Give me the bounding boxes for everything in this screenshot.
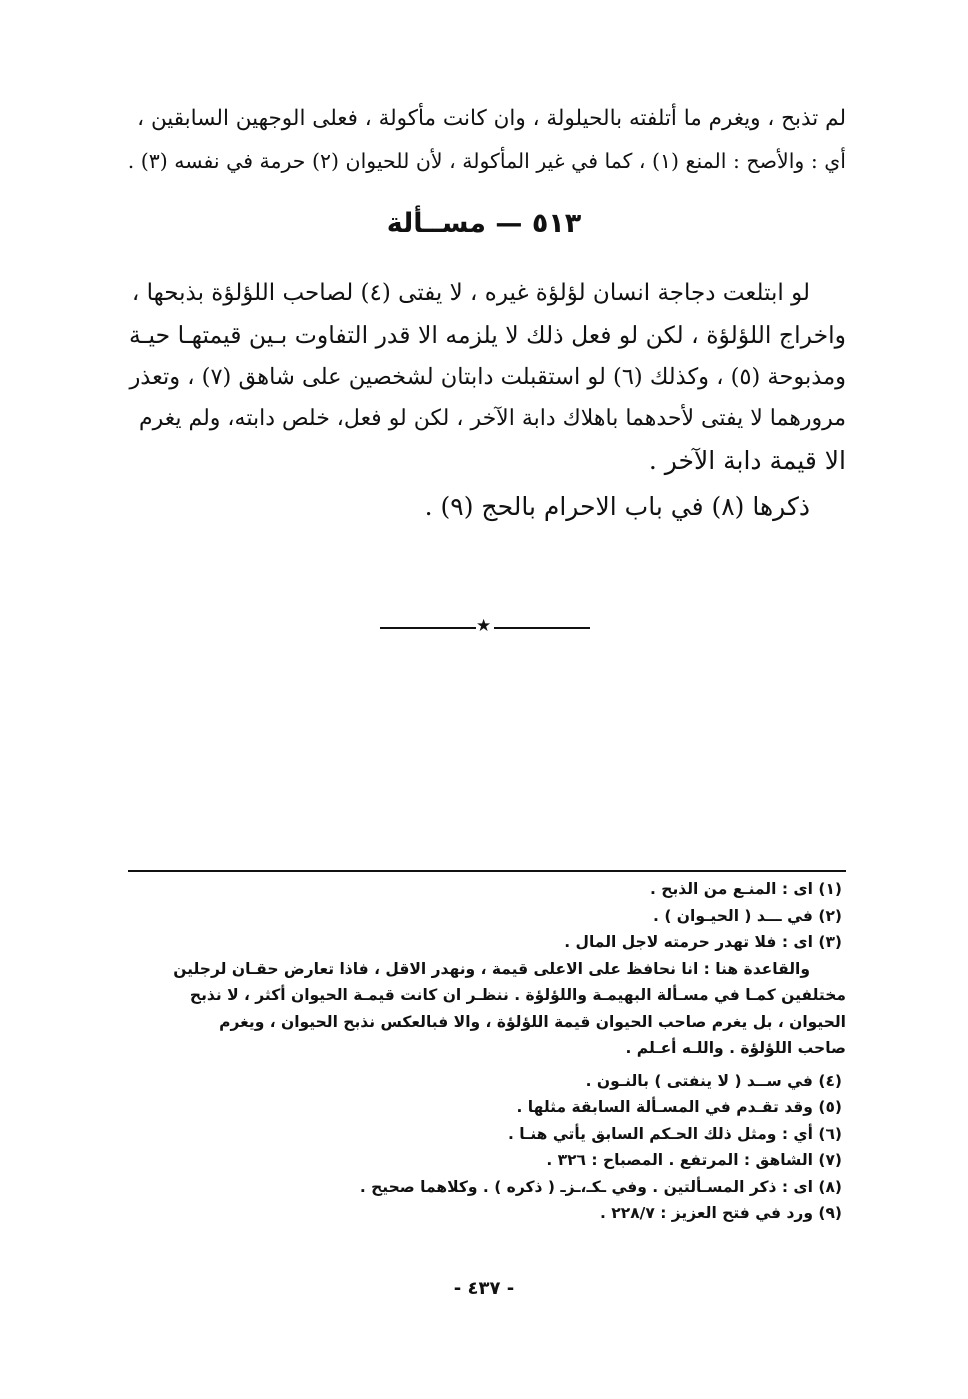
page-number: - ٤٣٧ - <box>453 1278 515 1299</box>
section-end-ornament <box>380 616 590 636</box>
intro-paragraph <box>128 98 846 182</box>
footnote: (٩) ورد في فتح العزيز : ٢٢٨/٧ . <box>599 1204 842 1222</box>
footnote: (٢) في ـــد ( الحيـوان ) . <box>653 906 842 925</box>
footnote: (١) اى : المنـع من الذبح . <box>650 880 842 898</box>
text-line: ذكرها (٨) في باب الاحرام بالحج (٩) . <box>424 492 810 521</box>
text-line: لو ابتلعت دجاجة انسان لؤلؤة غيره ، لا يفتى (٤) لصاحب اللؤلؤة بذبحها ، <box>131 280 810 306</box>
reference-paragraph <box>128 486 810 528</box>
footnote: (٧) الشاهق : المرتفع . المصباح : ٣٢٦ . <box>546 1151 842 1169</box>
footnote: (٦) أي : ومثل ذلك الحـكم السابق يأتي هنـا . <box>507 1124 842 1143</box>
footnote-divider <box>128 870 846 872</box>
footnote-continuation: والقاعدة هنا : انا نحافظ على الاعلى قيمة ، ونهدر الاقل ، فاذا تعارض حقـان لرجلين <box>173 959 810 978</box>
footnotes <box>128 876 846 1227</box>
text-line: أي : والأصح : المنع (١) ، كما في غير المأكولة ، لأن للحيوان (٢) حرمة في نفسه (٣) . <box>127 149 846 173</box>
text-line: مرورهما لا يفتى لأحدهما باهلاك دابة الآخر ، لكن لو فعل، خلص دابته، ولم يغرم <box>138 406 846 431</box>
footnote: (٥) وقد تقـدم في المسـألة السابقة مثلها . <box>516 1098 842 1116</box>
footnote-continuation: الحيوان ، بل يغرم صاحب الحيوان قيمة اللؤلؤة ، والا فبالعكس نذبح الحيوان ، ويغرم <box>219 1012 846 1031</box>
footnote-continuation: مختلفين كمـا في مسـألة البهيمـة واللؤلؤة . ننظـر ان كانت قيمـة الحيوان أكثر ، لا نذبح <box>189 986 846 1004</box>
text-line: لم تذبح ، ويغرم ما أتلفته بالحيلولة ، وان كانت مأكولة ، فعلى الوجهين السابقين ، <box>137 106 846 131</box>
footnote: (٨) اى : ذكر المسـألتين . وفي ـكـ،ـزـ ( ذكره ) . وكلاهما صحيح . <box>359 1177 842 1196</box>
footnote-continuation: صاحب اللؤلؤة . واللـه أعـلم . <box>625 1039 846 1057</box>
body-paragraph <box>128 272 846 482</box>
text-line: واخراج اللؤلؤة ، لكن لو فعل ذلك لا يلزمه الا قدر التفاوت بـين قيمتهـا حيـة <box>129 321 846 349</box>
star-icon: ★ <box>476 616 492 636</box>
footnote: (٣) اى : فلا تهدر حرمته لاجل المال . <box>564 933 842 951</box>
ornament-rule-left <box>380 627 476 629</box>
text-line: ومذبوحة (٥) ، وكذلك (٦) لو استقبلت دابتان لشخصين على شاهق (٧) ، وتعذر <box>129 364 846 390</box>
text-line: الا قيمة دابة الآخر . <box>648 446 846 475</box>
ornament-rule-right <box>494 627 590 629</box>
footnote: (٤) في ســد ( لا ينفتى ) بالنـون . <box>585 1071 842 1090</box>
section-heading: ٥١٣ — مســألة <box>386 208 582 239</box>
